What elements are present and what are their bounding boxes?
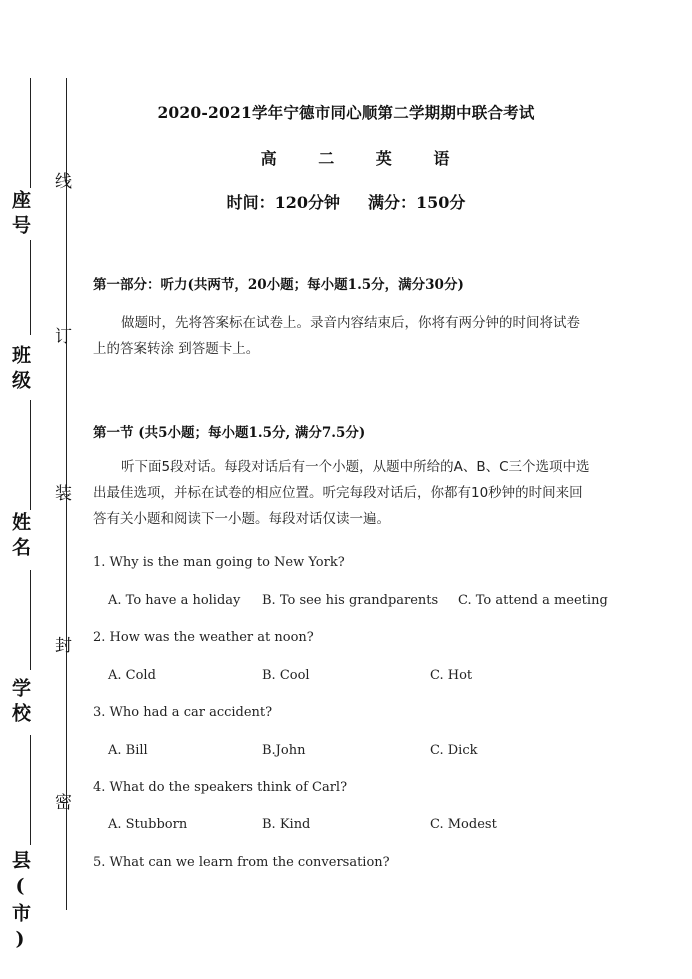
county-label: 县(市) <box>9 850 31 956</box>
field-underline <box>30 400 31 510</box>
q4-option-a: A. Stubborn <box>108 817 188 832</box>
field-underline <box>30 570 31 670</box>
question-2: 2. How was the weather at noon? <box>93 630 314 645</box>
time-label: 时间：120分钟 <box>226 193 340 212</box>
q1-option-b: B. To see his grandparents <box>262 593 439 608</box>
seal-mark-secret: 密 <box>51 793 71 810</box>
instruction-line: 听下面5段对话。每段对话后有一个小题，从题中所给的A、B、C三个选项中选 <box>121 459 590 475</box>
section1-heading: 第一节 (共5小题；每小题1.5分, 满分7.5分) <box>93 425 366 441</box>
class-label: 班级 <box>9 345 31 395</box>
field-underline <box>30 78 31 188</box>
score-label: 满分：150分 <box>368 193 466 212</box>
field-underline <box>30 240 31 335</box>
q4-option-c: C. Modest <box>430 817 497 832</box>
q3-option-c: C. Dick <box>430 743 478 758</box>
q2-option-a: A. Cold <box>108 668 156 683</box>
section1-instructions <box>93 454 613 532</box>
instruction-line: 做题时，先将答案标在试卷上。录音内容结束后，你将有两分钟的时间将试卷 <box>121 315 580 331</box>
instruction-line: 上的答案转涂 到答题卡上。 <box>93 341 260 357</box>
question-5: 5. What can we learn from the conversation? <box>93 855 390 870</box>
part1-instructions <box>93 310 613 362</box>
q3-option-b: B.John <box>262 743 306 758</box>
q2-option-b: B. Cool <box>262 668 310 683</box>
exam-title: 2020-2021学年宁德市同心顺第二学期期中联合考试 <box>157 103 535 122</box>
q1-option-c: C. To attend a meeting <box>458 593 608 608</box>
q4-option-b: B. Kind <box>262 817 311 832</box>
field-underline <box>30 735 31 845</box>
exam-meta <box>0 190 692 213</box>
q2-option-c: C. Hot <box>430 668 473 683</box>
name-label: 姓名 <box>9 512 31 562</box>
instruction-line: 出最佳选项，并标在试卷的相应位置。听完每段对话后，你都有10秒钟的时间来回 <box>93 485 583 501</box>
seal-mark-line: 线 <box>51 172 71 189</box>
subject-title: 高 二 英 语 <box>260 149 468 168</box>
instruction-line: 答有关小题和阅读下一小题。每段对话仅读一遍。 <box>93 511 390 527</box>
q1-option-a: A. To have a holiday <box>108 593 241 608</box>
q3-option-a: A. Bill <box>108 743 148 758</box>
part1-heading: 第一部分：听力(共两节，20小题；每小题1.5分，满分30分) <box>93 277 464 293</box>
question-3: 3. Who had a car accident? <box>93 705 273 720</box>
question-1: 1. Why is the man going to New York? <box>93 555 345 570</box>
seal-mark-seal: 封 <box>51 636 71 653</box>
seal-mark-install: 装 <box>51 484 71 501</box>
seat-number-label: 座号 <box>9 190 31 240</box>
question-4: 4. What do the speakers think of Carl? <box>93 780 348 795</box>
school-label: 学校 <box>9 678 31 728</box>
seal-mark-bind: 订 <box>51 327 71 344</box>
